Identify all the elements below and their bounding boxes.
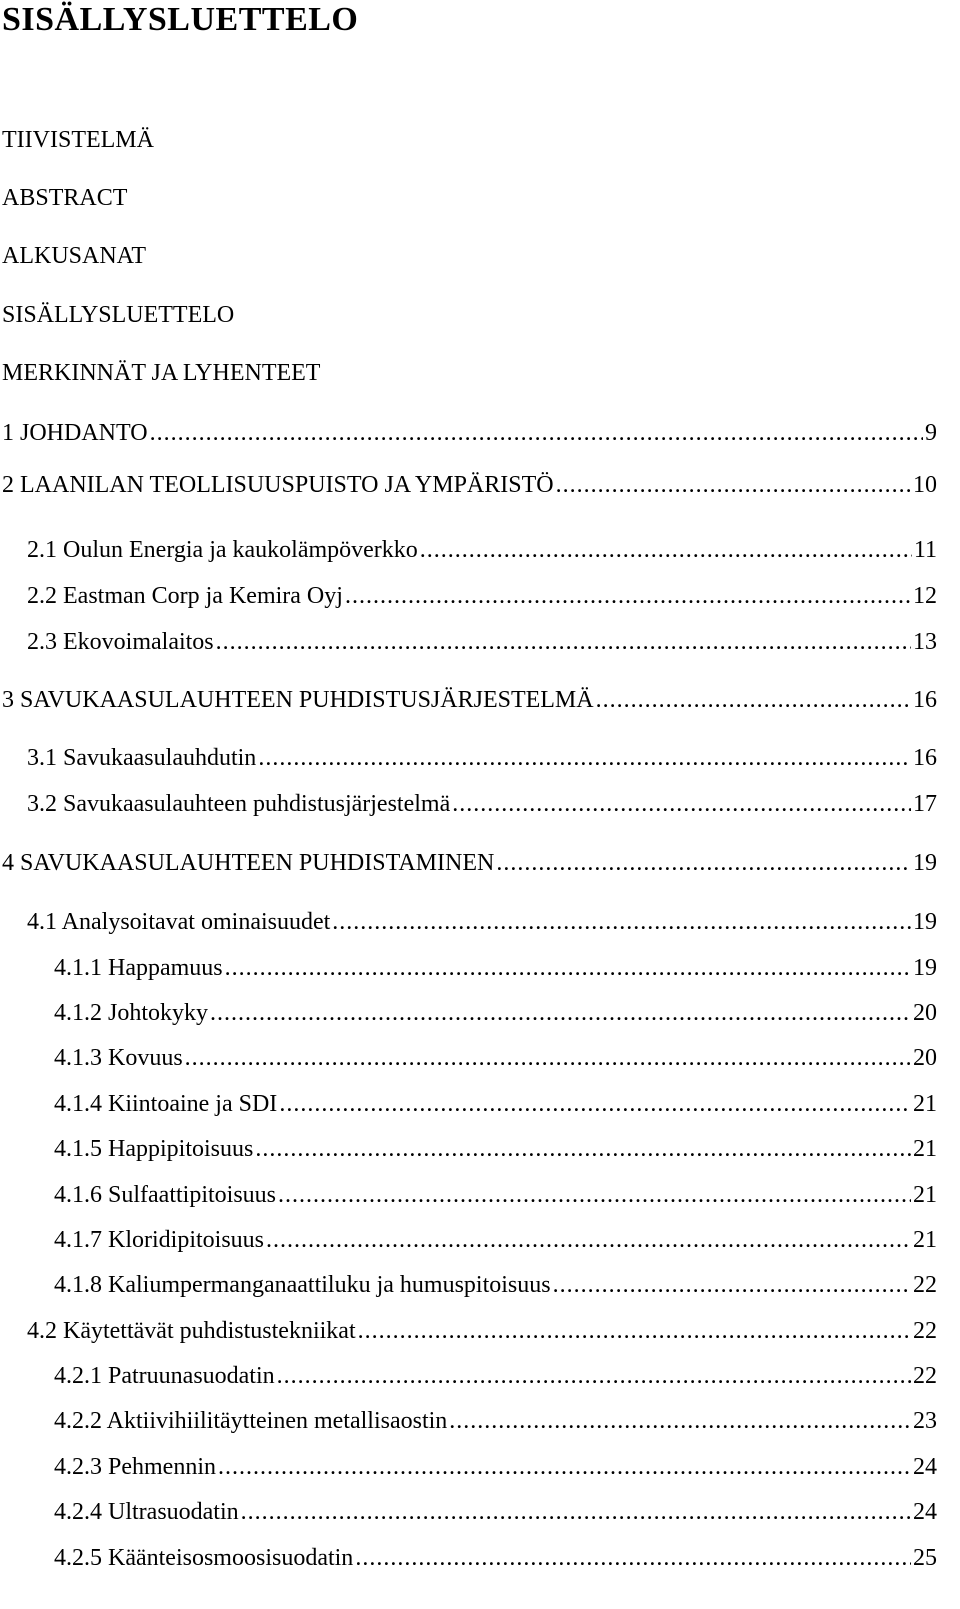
toc-entry-label: 4.1.3 Kovuus (54, 1045, 183, 1071)
toc-entry-page-number: 22 (913, 1363, 937, 1389)
toc-leader-dots (218, 1452, 911, 1482)
toc-entry-page-number: 24 (913, 1454, 937, 1480)
toc-entry-page-number: 16 (913, 687, 937, 713)
toc-entry-page-number: 22 (913, 1318, 937, 1344)
toc-leader-dots (258, 743, 911, 773)
toc-entry-page-number: 10 (913, 472, 937, 498)
toc-leader-dots (332, 907, 911, 937)
page-title: SISÄLLYSLUETTELO (2, 1, 359, 38)
front-matter-sisallysluettelo: SISÄLLYSLUETTELO (2, 302, 235, 328)
toc-entry-label: 4.1 Analysoitavat ominaisuudet (27, 909, 331, 935)
toc-leader-dots (596, 685, 911, 715)
toc-entry-label: 4.2.4 Ultrasuodatin (54, 1499, 239, 1525)
toc-entry[interactable] (0, 743, 937, 773)
toc-leader-dots (210, 998, 911, 1028)
toc-entry-label: 3 SAVUKAASULAUHTEEN PUHDISTUSJÄRJESTELMÄ (2, 687, 594, 713)
toc-entry-page-number: 9 (925, 420, 937, 446)
front-matter-alkusanat: ALKUSANAT (2, 243, 146, 269)
toc-entry[interactable] (0, 1361, 937, 1391)
toc-leader-dots (358, 1316, 911, 1346)
toc-entry-page-number: 19 (913, 909, 937, 935)
toc-entry-page-number: 21 (913, 1227, 937, 1253)
toc-entry-page-number: 23 (913, 1408, 937, 1434)
toc-entry[interactable] (0, 1043, 937, 1073)
toc-entry-label: 3.2 Savukaasulauhteen puhdistusjärjestelmä (27, 791, 451, 817)
toc-entry-label: 4 SAVUKAASULAUHTEEN PUHDISTAMINEN (2, 850, 495, 876)
toc-entry[interactable] (0, 1497, 937, 1527)
toc-entry-label: 4.2 Käytettävät puhdistustekniikat (27, 1318, 356, 1344)
toc-entry-label: 4.1.5 Happipitoisuus (54, 1136, 254, 1162)
toc-entry-label: 2 LAANILAN TEOLLISUUSPUISTO JA YMPÄRISTÖ (2, 472, 554, 498)
toc-entry[interactable] (0, 535, 937, 565)
toc-entry-label: 3.1 Savukaasulauhdutin (27, 745, 257, 771)
toc-entry-label: 4.1.1 Happamuus (54, 955, 223, 981)
toc-entry[interactable] (0, 627, 937, 657)
front-matter-abstract: ABSTRACT (2, 185, 128, 211)
toc-entry-page-number: 19 (913, 955, 937, 981)
toc-leader-dots (553, 1270, 911, 1300)
toc-entry-label: 2.1 Oulun Energia ja kaukolämpöverkko (27, 537, 418, 563)
toc-entry-page-number: 13 (913, 629, 937, 655)
toc-entry-page-number: 11 (913, 537, 937, 563)
toc-entry-page-number: 17 (913, 791, 937, 817)
toc-entry-label: 1 JOHDANTO (2, 420, 148, 446)
toc-leader-dots (496, 848, 911, 878)
toc-entry-label: 4.1.6 Sulfaattipitoisuus (54, 1182, 276, 1208)
toc-leader-dots (241, 1497, 911, 1527)
toc-entry-page-number: 20 (913, 1045, 937, 1071)
toc-entry-page-number: 21 (913, 1136, 937, 1162)
toc-leader-dots (216, 627, 911, 657)
toc-entry[interactable] (0, 418, 937, 448)
toc-entry-page-number: 20 (913, 1000, 937, 1026)
toc-entry[interactable] (0, 1452, 937, 1482)
toc-entry-label: 4.2.2 Aktiivihiilitäytteinen metallisaostin (54, 1408, 448, 1434)
toc-entry[interactable] (0, 907, 937, 937)
toc-entry-label: 4.1.2 Johtokyky (54, 1000, 209, 1026)
toc-entry[interactable] (0, 789, 937, 819)
toc-leader-dots (266, 1225, 911, 1255)
toc-leader-dots (345, 581, 911, 611)
toc-entry[interactable] (0, 1180, 937, 1210)
toc-entry-label: 4.2.5 Käänteisosmoosisuodatin (54, 1545, 354, 1571)
toc-entry[interactable] (0, 1270, 937, 1300)
toc-entry-page-number: 21 (913, 1182, 937, 1208)
toc-entry[interactable] (0, 1406, 937, 1436)
toc-leader-dots (556, 470, 911, 500)
toc-entry[interactable] (0, 470, 937, 500)
toc-entry[interactable] (0, 685, 937, 715)
toc-entry[interactable] (0, 1225, 937, 1255)
toc-entry-label: 4.1.8 Kaliumpermanganaattiluku ja humuspitoisuus (54, 1272, 551, 1298)
toc-entry-label: 2.3 Ekovoimalaitos (27, 629, 214, 655)
front-matter-tiivistelma: TIIVISTELMÄ (2, 127, 154, 153)
toc-entry-page-number: 25 (913, 1545, 937, 1571)
toc-entry-label: 4.2.3 Pehmennin (54, 1454, 216, 1480)
toc-leader-dots (225, 953, 911, 983)
toc-entry-page-number: 12 (913, 583, 937, 609)
toc-entry-label: 4.1.7 Kloridipitoisuus (54, 1227, 265, 1253)
toc-entry[interactable] (0, 998, 937, 1028)
toc-entry[interactable] (0, 1089, 937, 1119)
toc-leader-dots (278, 1180, 911, 1210)
toc-entry[interactable] (0, 848, 937, 878)
toc-entry[interactable] (0, 1543, 937, 1573)
toc-entry[interactable] (0, 1316, 937, 1346)
toc-entry-label: 4.2.1 Patruunasuodatin (54, 1363, 275, 1389)
toc-entry-page-number: 19 (913, 850, 937, 876)
toc-entry-label: 2.2 Eastman Corp ja Kemira Oyj (27, 583, 343, 609)
toc-entry[interactable] (0, 953, 937, 983)
toc-entry-page-number: 21 (913, 1091, 937, 1117)
toc-entry[interactable] (0, 581, 937, 611)
toc-leader-dots (279, 1089, 911, 1119)
toc-leader-dots (449, 1406, 911, 1436)
front-matter-merkinnat: MERKINNÄT JA LYHENTEET (2, 360, 321, 386)
toc-leader-dots (150, 418, 923, 448)
toc-leader-dots (277, 1361, 911, 1391)
toc-leader-dots (355, 1543, 911, 1573)
toc-leader-dots (452, 789, 911, 819)
toc-entry-page-number: 16 (913, 745, 937, 771)
toc-entry-page-number: 22 (913, 1272, 937, 1298)
toc-leader-dots (420, 535, 912, 565)
toc-leader-dots (185, 1043, 911, 1073)
toc-entry-label: 4.1.4 Kiintoaine ja SDI (54, 1091, 278, 1117)
toc-entry-page-number: 24 (913, 1499, 937, 1525)
toc-entry[interactable] (0, 1134, 937, 1164)
toc-leader-dots (255, 1134, 911, 1164)
